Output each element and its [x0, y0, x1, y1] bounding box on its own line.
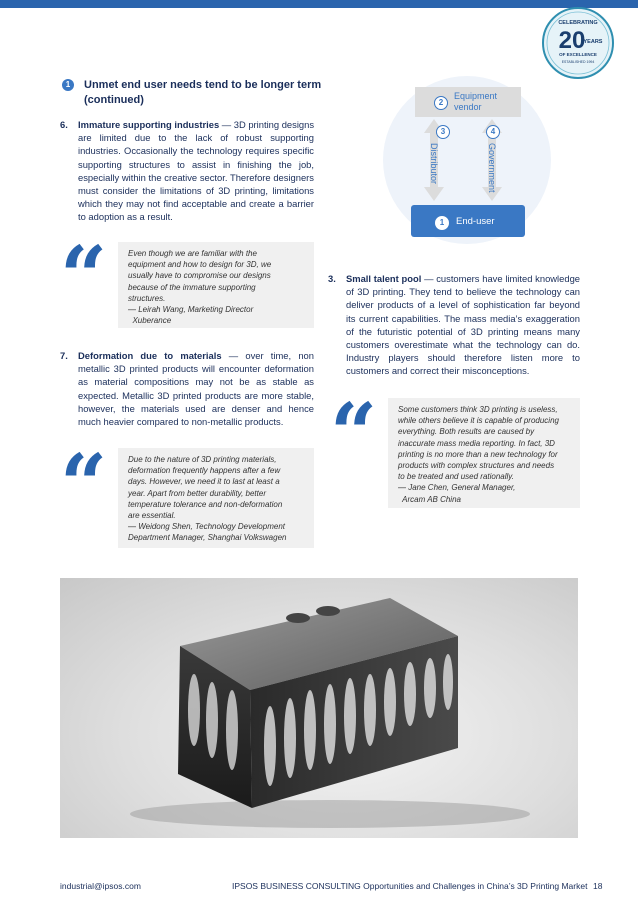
section-number: 1	[62, 79, 74, 91]
quote-line: deformation frequently happens after a few	[128, 466, 281, 476]
quote-mark-icon: “	[60, 437, 108, 533]
item-6-heading: Immature supporting industries	[78, 119, 220, 130]
quote-line: — Weidong Shen, Technology Development	[128, 522, 285, 532]
item-7-heading: Deformation due to materials	[78, 350, 222, 361]
quote-line: printing is no more than a new technology for	[398, 449, 558, 459]
government-label: Government	[487, 143, 497, 193]
quote-box-3	[388, 398, 580, 508]
quote-line: — Leirah Wang, Marketing Director	[128, 305, 254, 315]
item-3-body: — customers have limited knowledge of 3D printing. They tend to believe the technology can deliver products of a level of sophistication far beyond its current capabilities. The mass media’s exaggeration of the futuristic potential of 3D printing means many customers overestimate what the technology can do. Industry players should therefore listen more to customers and correct their misconceptions.	[346, 273, 580, 377]
quote-mark-icon: “	[330, 386, 378, 482]
item-7-number: 7.	[60, 350, 68, 361]
badge-line4: ESTABLISHED 1994	[561, 60, 595, 64]
page-number: 18	[593, 881, 603, 891]
anniversary-badge	[541, 6, 615, 80]
3d-printed-object-photo	[60, 578, 578, 838]
quote-line: everything. Both results are caused by	[398, 427, 535, 437]
government-number: 4	[486, 125, 500, 139]
footer-title: Opportunities and Challenges in China’s 3D Printing Market	[363, 881, 588, 891]
item-3-number: 3.	[328, 273, 336, 284]
quote-line: usually have to compromise our designs	[128, 271, 271, 281]
vendor-number: 2	[434, 96, 448, 110]
quote-line: while others believe it is capable of producing	[398, 416, 559, 426]
quote-line: are essential.	[128, 511, 176, 521]
quote-line: Even though we are familiar with the	[128, 249, 257, 258]
item-7	[60, 349, 314, 428]
quote-2-text	[118, 448, 314, 550]
enduser-number: 1	[435, 216, 449, 230]
item-3	[328, 272, 580, 378]
footer-email: industrial@ipsos.com	[60, 881, 141, 891]
item-6-body: — 3D printing designs are limited due to the lack of robust supporting industries. Occasionally the technology requires specific supporting structures to assist in finishing the job, especially within the creative sector. Therefore designers must consider the limitations of 3D printing, limitations which they may not find acceptable and create a barrier to adoption as a result.	[78, 119, 315, 223]
badge-line3: OF EXCELLENCE	[559, 52, 597, 57]
quote-box-1	[118, 242, 314, 328]
item-7-body: — over time, non metallic 3D printed products will encounter deformation as material compositions may not be as stable as expected. Metallic 3D printed products are more stable, however, the materials used are denser and hence much heavier compared to non-metallic products.	[78, 350, 314, 428]
quote-line: Due to the nature of 3D printing materials,	[128, 455, 277, 464]
quote-3-text	[388, 398, 580, 511]
distributor-number: 3	[436, 125, 450, 139]
quote-line: equipment and how to design for 3D, we	[128, 260, 272, 270]
badge-line1: CELEBRATING	[558, 20, 598, 26]
quote-line: Xuberance	[128, 316, 172, 326]
quote-line: Some customers think 3D printing is useless,	[398, 405, 558, 414]
quote-line: to be treated and used rationally.	[398, 472, 514, 482]
enduser-label: End-user	[456, 216, 495, 227]
section-title-line2: (continued)	[84, 94, 144, 106]
footer-title-block	[232, 881, 587, 891]
quote-line: year. Apart from better durability, better	[128, 488, 266, 498]
badge-line2: YEARS	[583, 39, 603, 45]
quote-1-text	[118, 242, 314, 332]
vendor-label	[454, 91, 497, 113]
quote-line: inaccurate mass media reporting. In fact, 3D	[398, 438, 555, 448]
quote-mark-icon: “	[60, 229, 108, 325]
quote-line: — Jane Chen, General Manager,	[398, 483, 516, 493]
stakeholder-diagram	[332, 75, 602, 255]
item-3-heading: Small talent pool	[346, 273, 422, 284]
section-title-line1: Unmet end user needs tend to be longer term	[84, 79, 322, 91]
vendor-label-line1: Equipment	[454, 91, 498, 101]
quote-line: Arcam AB China	[398, 494, 461, 504]
item-6	[60, 118, 315, 224]
quote-line: days. However, we need it to last at least a	[128, 477, 280, 487]
quote-line: products with complex structures and needs	[398, 461, 555, 471]
quote-line: because of the immature supporting	[128, 282, 256, 292]
badge-number: 20	[558, 27, 586, 54]
distributor-label: Distributor	[429, 143, 439, 185]
item-6-number: 6.	[60, 119, 68, 130]
section-heading	[62, 78, 322, 106]
footer-company: IPSOS BUSINESS CONSULTING	[232, 881, 361, 891]
3d-printed-object-image	[60, 578, 578, 838]
quote-line: Department Manager, Shanghai Volkswagen	[128, 533, 287, 543]
quote-box-2	[118, 448, 314, 548]
quote-line: temperature tolerance and non-deformation	[128, 499, 283, 509]
quote-line: structures.	[128, 293, 166, 303]
vendor-label-line2: vendor	[454, 102, 482, 112]
